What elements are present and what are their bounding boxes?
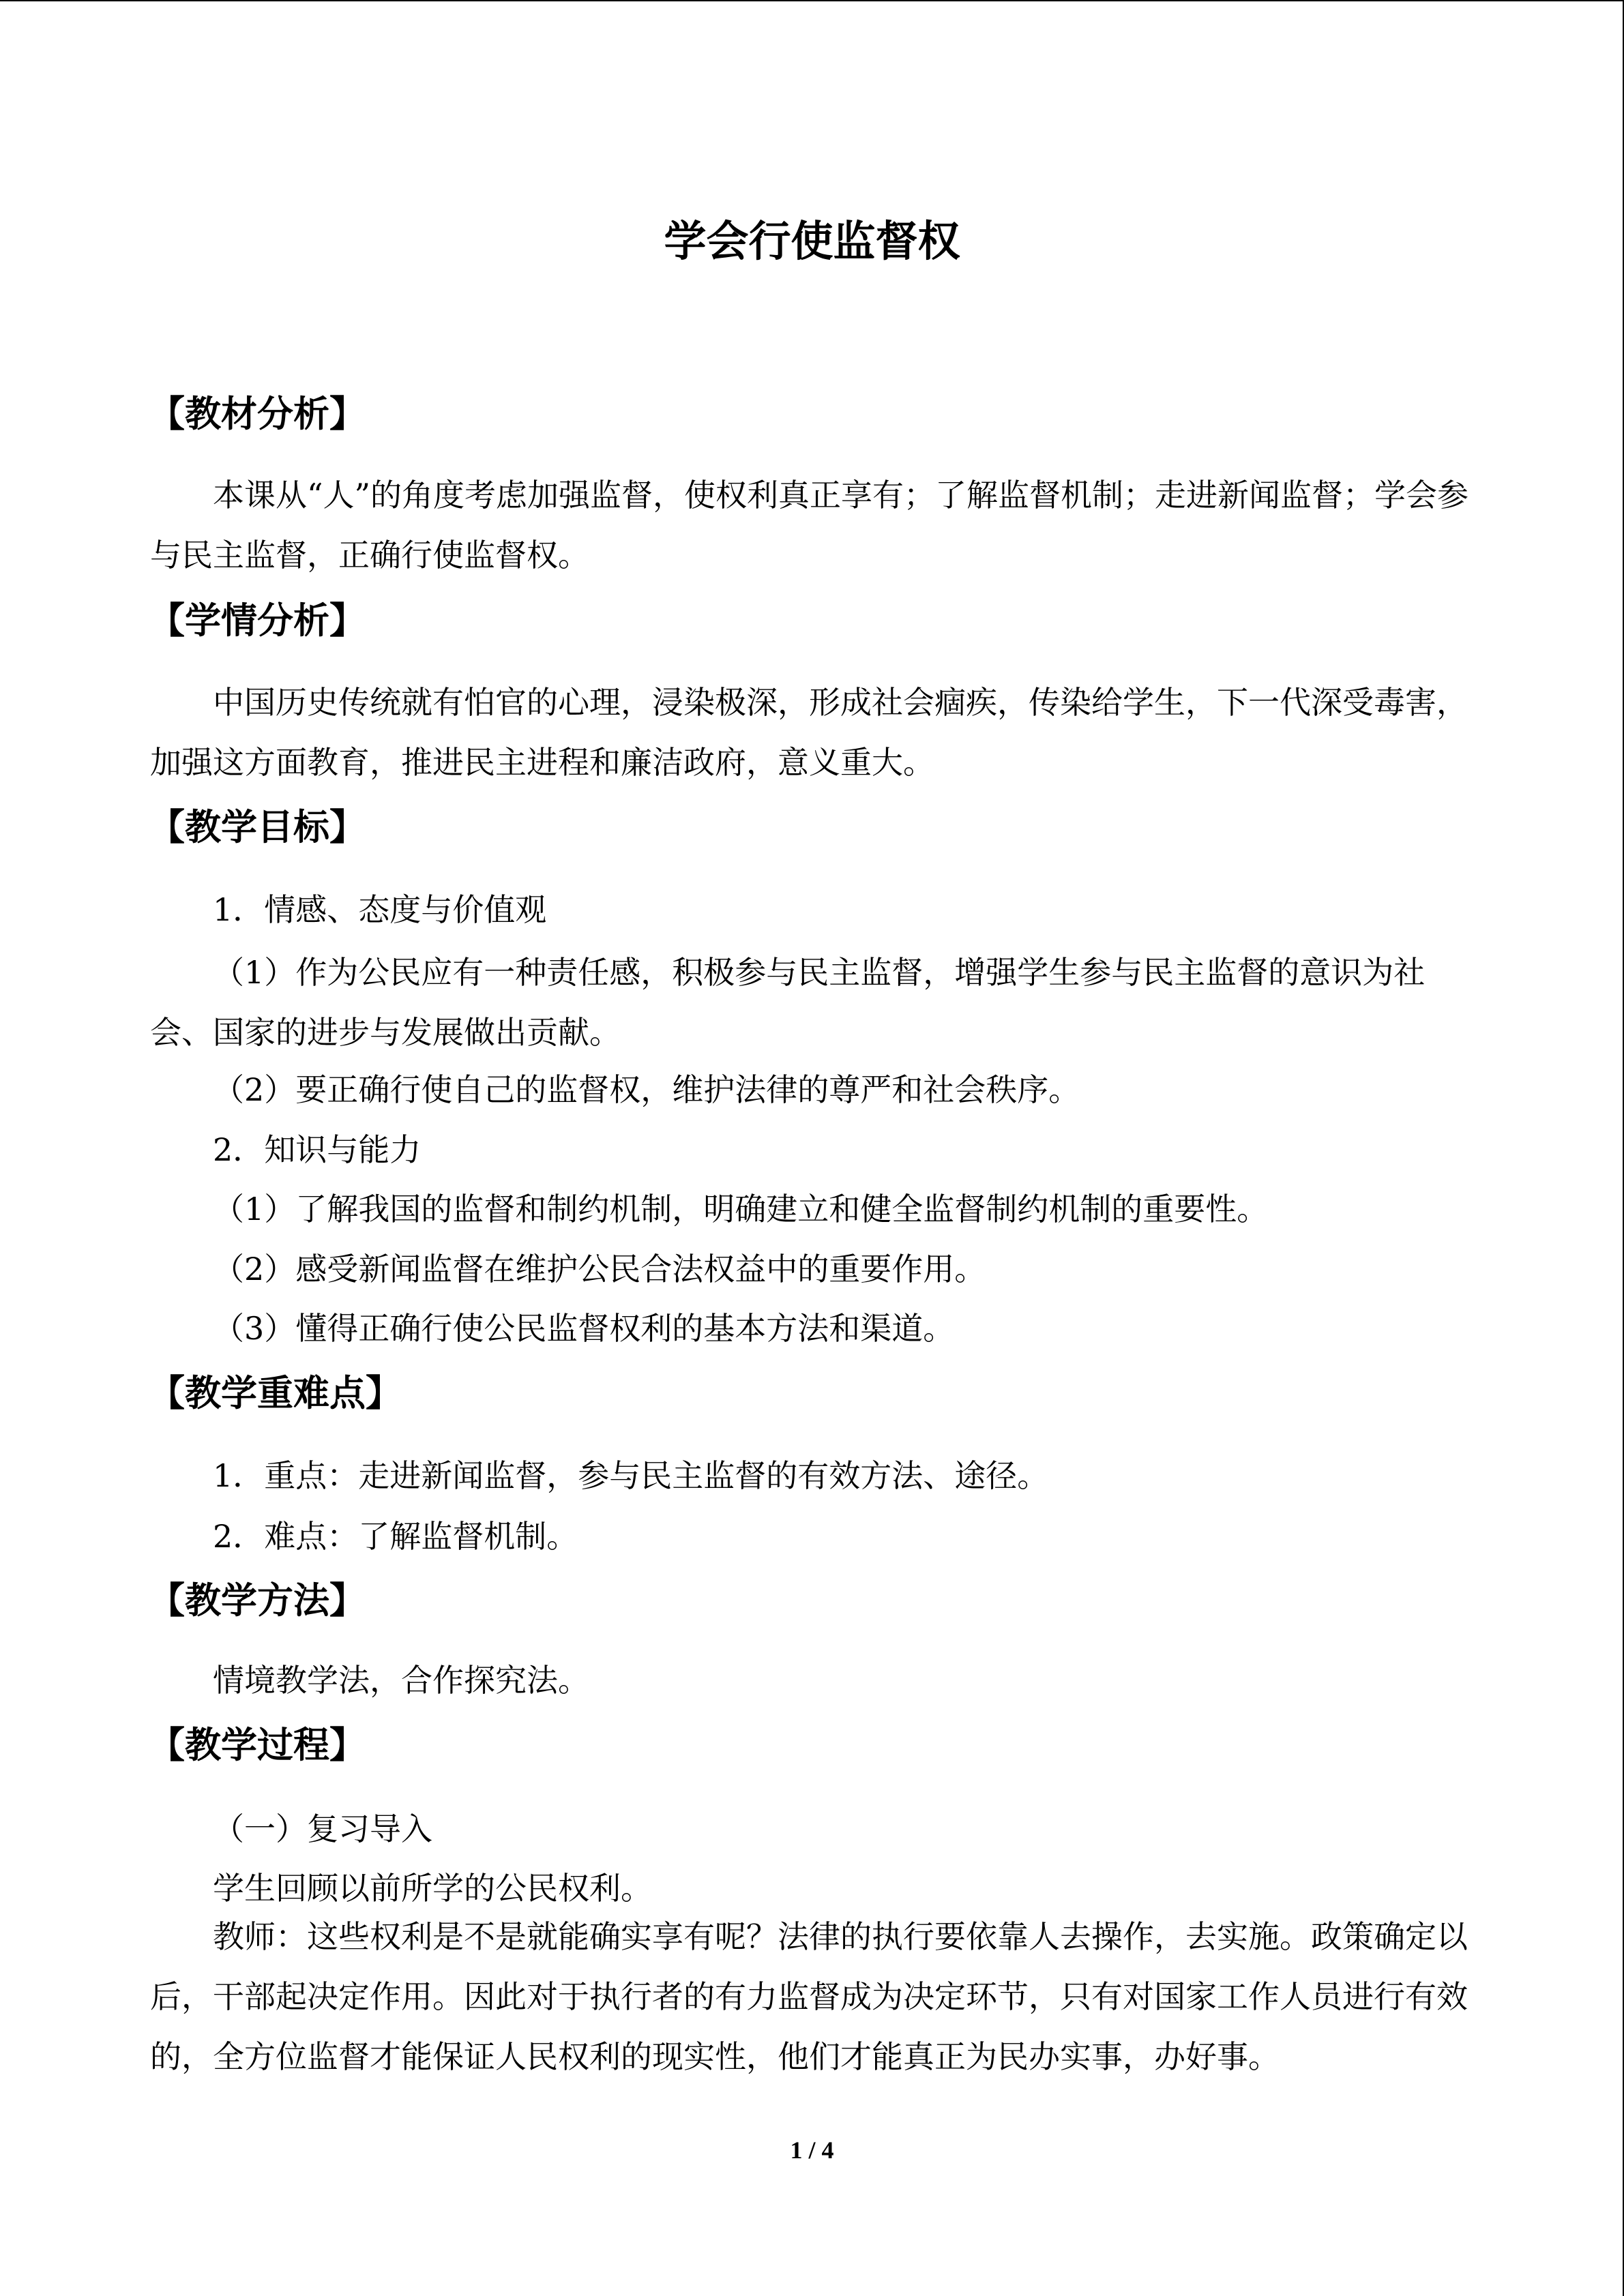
heading-objectives: 【教学目标】 [149, 806, 366, 848]
objective-item-2-2: （2）感受新闻监督在维护公民合法权益中的重要作用。 [213, 1251, 986, 1287]
process-step-1: （一）复习导入 [213, 1810, 432, 1847]
objective-item-2-1: （1）了解我国的监督和制约机制，明确建立和健全监督制约机制的重要性。 [213, 1191, 1269, 1227]
objective-item-2-3: （3）懂得正确行使公民监督权利的基本方法和渠道。 [213, 1310, 955, 1347]
methods-text: 情境教学法，合作探究法。 [213, 1662, 589, 1699]
page-number: 1 / 4 [790, 2136, 834, 2164]
objective-item-1-2: （2）要正确行使自己的监督权，维护法律的尊严和社会秩序。 [213, 1071, 1080, 1108]
heading-textbook-analysis: 【教材分析】 [149, 393, 366, 435]
student-analysis-paragraph: 中国历史传统就有怕官的心理，浸染极深，形成社会痼疾，传染给学生，下一代深受毒害，加强这方面教育，推进民主进程和廉洁政府，意义重大。 [150, 684, 1468, 781]
objective-item-1-1: （1）作为公民应有一种责任感，积极参与民主监督，增强学生参与民主监督的意识为社会、国家的进步与发展做出贡献。 [150, 954, 1426, 1051]
key-point-1: 1．重点：走进新闻监督，参与民主监督的有效方法、途径。 [213, 1457, 1049, 1494]
process-step-1-text: 学生回顾以前所学的公民权利。 [213, 1870, 652, 1907]
heading-methods: 【教学方法】 [149, 1579, 366, 1622]
objective-item-1: 1．情感、态度与价值观 [213, 891, 547, 928]
key-point-2: 2．难点：了解监督机制。 [213, 1518, 578, 1555]
objective-item-2: 2．知识与能力 [213, 1131, 422, 1168]
textbook-analysis-paragraph: 本课从“人”的角度考虑加强监督，使权利真正享有；了解监督机制；走进新闻监督；学会参与民主监督，正确行使监督权。 [150, 477, 1469, 573]
process-teacher-paragraph: 教师：这些权利是不是就能确实享有呢？法律的执行要依靠人去操作，去实施。政策确定以后，干部起决定作用。因此对于执行者的有力监督成为决定环节，只有对国家工作人员进行有效的，全方位监督才能保证人民权利的现实性，他们才能真正为民办实事，办好事。 [150, 1918, 1468, 2075]
heading-student-analysis: 【学情分析】 [149, 599, 366, 642]
heading-key-points: 【教学重难点】 [149, 1372, 402, 1414]
document-title: 学会行使监督权 [664, 216, 960, 266]
heading-process: 【教学过程】 [149, 1724, 366, 1766]
